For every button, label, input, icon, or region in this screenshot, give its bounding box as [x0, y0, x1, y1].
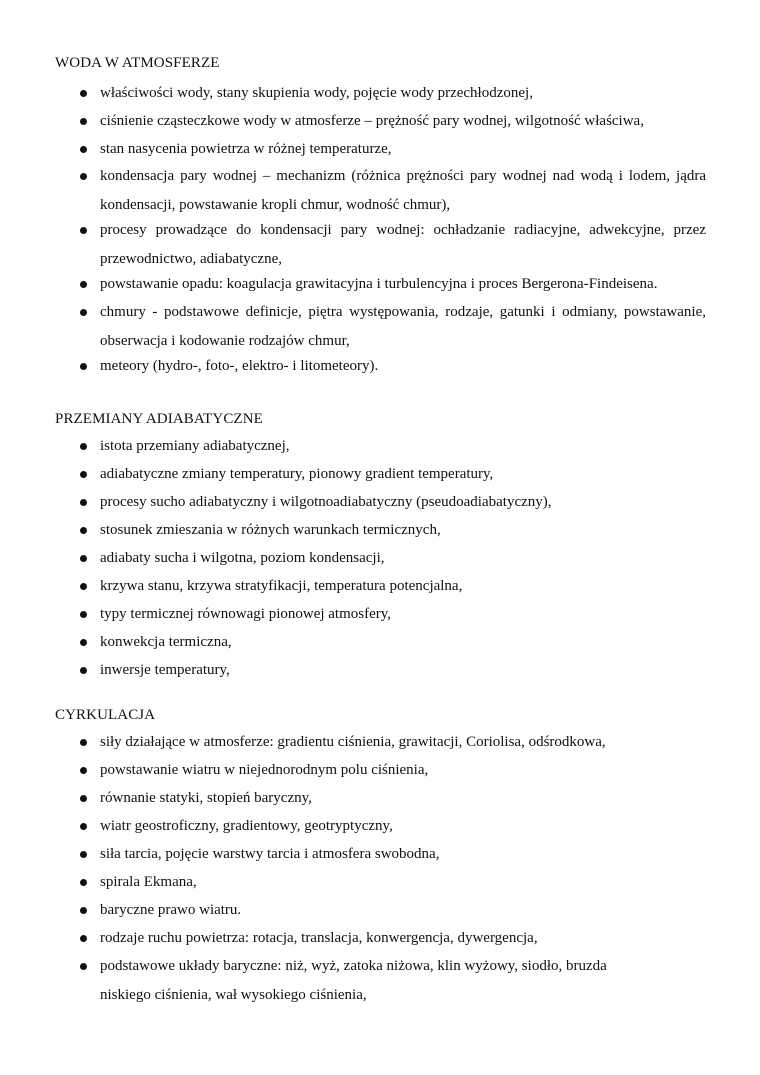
list-item: procesy prowadzące do kondensacji pary wodnej: ochładzanie radiacyjne, adwekcyjne, przez przewodnictwo, adiabatyczne,: [100, 216, 706, 274]
list-item: kondensacja pary wodnej – mechanizm (różnica prężności pary wodnej nad wodą i lodem, jądra kondensacji, powstawanie kropli chmur, wodność chmur),: [100, 162, 706, 220]
bullet-icon: [80, 583, 87, 590]
list-item: inwersje temperatury,: [100, 656, 706, 685]
bullet-icon: [80, 499, 87, 506]
bullet-icon: [80, 963, 87, 970]
bullet-icon: [80, 555, 87, 562]
bullet-icon: [80, 118, 87, 125]
list-item: meteory (hydro-, foto-, elektro- i litometeory).: [100, 352, 706, 381]
list-item: powstawanie wiatru w niejednorodnym polu ciśnienia,: [100, 756, 706, 785]
list-item: siły działające w atmosferze: gradientu ciśnienia, grawitacji, Coriolisa, odśrodkowa,: [100, 728, 706, 757]
list-item: adiabatyczne zmiany temperatury, pionowy gradient temperatury,: [100, 460, 706, 489]
bullet-icon: [80, 795, 87, 802]
bullet-icon: [80, 363, 87, 370]
bullet-icon: [80, 90, 87, 97]
list-item: siła tarcia, pojęcie warstwy tarcia i atmosfera swobodna,: [100, 840, 706, 869]
list-item: krzywa stanu, krzywa stratyfikacji, temperatura potencjalna,: [100, 572, 706, 601]
list-item: konwekcja termiczna,: [100, 628, 706, 657]
list-item: rodzaje ruchu powietrza: rotacja, translacja, konwergencja, dywergencja,: [100, 924, 706, 953]
list-item: procesy sucho adiabatyczny i wilgotnoadiabatyczny (pseudoadiabatyczny),: [100, 488, 706, 517]
list-item: typy termicznej równowagi pionowej atmosfery,: [100, 600, 706, 629]
bullet-icon: [80, 611, 87, 618]
bullet-icon: [80, 146, 87, 153]
section-title-cyrkulacja: CYRKULACJA: [55, 707, 156, 723]
bullet-icon: [80, 281, 87, 288]
list-item: wiatr geostroficzny, gradientowy, geotryptyczny,: [100, 812, 706, 841]
list-item: istota przemiany adiabatycznej,: [100, 432, 706, 461]
list-item: adiabaty sucha i wilgotna, poziom kondensacji,: [100, 544, 706, 573]
bullet-icon: [80, 739, 87, 746]
bullet-icon: [80, 767, 87, 774]
list-item: spirala Ekmana,: [100, 868, 706, 897]
list-item: baryczne prawo wiatru.: [100, 896, 706, 925]
bullet-icon: [80, 935, 87, 942]
bullet-icon: [80, 823, 87, 830]
bullet-icon: [80, 227, 87, 234]
bullet-icon: [80, 471, 87, 478]
list-item: ciśnienie cząsteczkowe wody w atmosferze – prężność pary wodnej, wilgotność właściwa,: [100, 107, 706, 136]
list-item: podstawowe układy baryczne: niż, wyż, zatoka niżowa, klin wyżowy, siodło, bruzda niskiego ciśnienia, wał wysokiego ciśnienia,: [100, 952, 660, 1010]
list-item: stan nasycenia powietrza w różnej temperaturze,: [100, 135, 706, 164]
bullet-icon: [80, 907, 87, 914]
bullet-icon: [80, 667, 87, 674]
list-item: stosunek zmieszania w różnych warunkach termicznych,: [100, 516, 706, 545]
section-title-woda: WODA W ATMOSFERZE: [55, 55, 220, 71]
bullet-icon: [80, 527, 87, 534]
list-item: równanie statyki, stopień baryczny,: [100, 784, 706, 813]
list-item: chmury - podstawowe definicje, piętra występowania, rodzaje, gatunki i odmiany, powstawanie, obserwacja i kodowanie rodzajów chmur,: [100, 298, 706, 356]
bullet-icon: [80, 309, 87, 316]
bullet-icon: [80, 443, 87, 450]
bullet-icon: [80, 173, 87, 180]
list-item: powstawanie opadu: koagulacja grawitacyjna i turbulencyjna i proces Bergerona-Findeisena.: [100, 270, 706, 299]
bullet-icon: [80, 879, 87, 886]
bullet-icon: [80, 639, 87, 646]
bullet-icon: [80, 851, 87, 858]
section-title-przemiany: PRZEMIANY ADIABATYCZNE: [55, 411, 263, 427]
list-item: właściwości wody, stany skupienia wody, pojęcie wody przechłodzonej,: [100, 79, 706, 108]
